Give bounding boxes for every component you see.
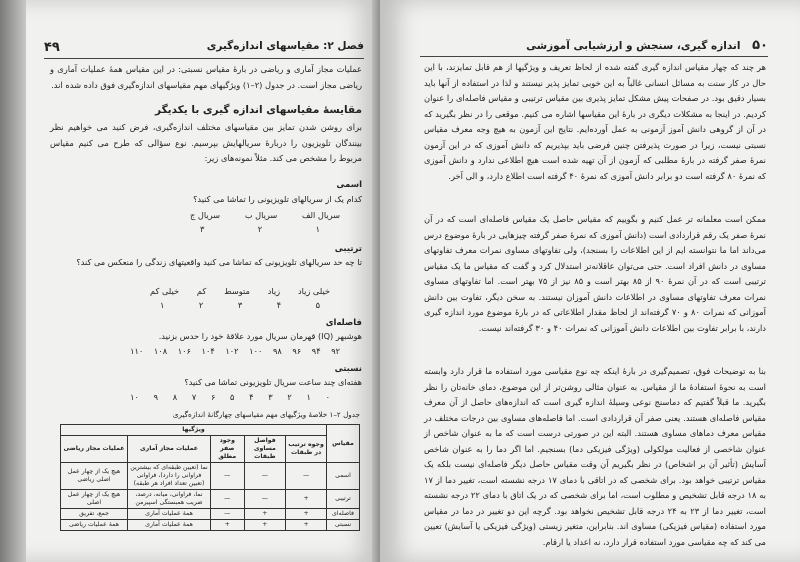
- code-value: ۹۶: [292, 346, 302, 356]
- example-question: کدام یک از سریالهای تلویزیونی را تماشا می کنید؟: [193, 194, 362, 204]
- code-value: ۲: [287, 392, 292, 402]
- option-row: [190, 210, 340, 220]
- example-label: فاصله‌ای: [325, 318, 362, 328]
- intro-paragraph: عملیات مجاز آماری و ریاضی در بارهٔ مقیاس نسبتی: در این مقیاس همهٔ عملیات آماری و ریاضی مجاز است. در جدول (۲–۱) ویژگیهای مهم مقیاسهای اندازه‌گیری فوق داده شده اند.: [50, 64, 362, 90]
- code-row: [160, 300, 320, 310]
- option-label: سریال ب: [244, 210, 278, 220]
- table-cell: +: [286, 520, 327, 531]
- table-header-cell: وجود صفر مطلق: [211, 436, 245, 463]
- body-paragraph: بنا به توضیحات فوق، تصمیم‌گیری در بارهٔ اینکه چه نوع مقیاسی مورد استفاده ما قرار دارد وابسته است به نحوهٔ استفادهٔ ما از مقیاس. به عنوان مثالی روشن‌تر از این موضوع، دمای خانه‌تان را نظر بگیرید. ما قبلاً گفتیم که دماسنج نوعی وسیلهٔ اندازه گیری است که اندازه‌های حاصل از آن معرف مقیاس فاصله‌ای هستند. یعنی صفر آن قراردادی است. اما فاصله‌های مساوی بین درجات مختلف در مقیاس معرف دماهای مساوی هستند. البته این در صورتی درست است که ما به عنوان شاخص از عنوان شاخصی از فعالیت مولکولی (ویژگی فیزیکی دما) بسنجیم. اما اگر دما را به عنوان شاخص آسایش (تأثیر آن بر اشخاص) در نظر بگیریم آن وقت مقیاس حاصل دیگر فاصله‌ای نیست بلکه یک مقیاس ترتیبی خواهد بود. برای شخصی که در اتاقی با دمای ۱۷ درجه نشسته است، تغییر دما از ۱۷ به ۱۸ درجه قابل تشخیص و مطلوب است، اما برای شخصی که در یک اتاق با دمای ۲۲ درجه نشسته است، تغییر دما از ۲۳ به ۲۴ درجه قابل تشخیص نخواهد بود. گرچه این دو تغییر در دما در مقیاس مورد استفاده (مقیاس فیزیکی) مساوی اند. بنابراین، متغیر زیستی (ویژگی فیزیکی یا آسایش) تعیین می کند که چه مقیاسی مورد استفاده قرار دارد، نه اعداد یا ارقام.: [424, 366, 766, 547]
- table-cell: هیچ یک از چهار عمل اصلی: [61, 490, 128, 509]
- page-edge: [0, 0, 26, 562]
- table-cell: +: [286, 490, 327, 509]
- table-row: [61, 520, 360, 531]
- table-cell: —: [286, 463, 327, 490]
- table-cell: +: [211, 520, 245, 531]
- code-value: ۲: [257, 224, 263, 234]
- right-page-header: [420, 38, 768, 53]
- table-cell: —: [244, 463, 286, 490]
- table-cell: +: [244, 520, 286, 531]
- right-page: [380, 0, 800, 562]
- code-row: [130, 346, 340, 356]
- table-row: [61, 463, 360, 490]
- example-question: هوشبهر (IQ) قهرمان سریال مورد علاقهٔ خود را حدس بزنید.: [158, 331, 362, 341]
- code-value: ۹: [153, 392, 159, 402]
- code-value: ۱۰۲: [225, 346, 239, 356]
- table-cell: —: [211, 490, 245, 509]
- table-cell: همهٔ عملیات آماری: [128, 509, 211, 520]
- table-row: [61, 509, 360, 520]
- code-value: ۱۱۰: [130, 346, 144, 356]
- table-cell: ترتیبی: [327, 490, 360, 509]
- table-cell: —: [211, 463, 245, 490]
- table-cell: —: [244, 490, 286, 509]
- code-value: ۱۰۸: [153, 346, 168, 356]
- code-value: ۰: [325, 392, 330, 402]
- table-cell: نسبتی: [327, 520, 360, 531]
- code-value: ۹۲: [331, 346, 340, 356]
- table-cell: نما، فراوانی، میانه، درصد، ضریب همبستگی اسپیرمن: [128, 490, 211, 509]
- table-cell: هیچ یک از چهار عمل اصلی ریاضی: [61, 463, 128, 490]
- option-row: [150, 286, 330, 296]
- code-value: ۱۰: [130, 392, 139, 402]
- table-cell: اسمی: [327, 463, 360, 490]
- table-header-cell: عملیات مجاز ریاضی: [61, 436, 128, 463]
- code-value: ۱: [160, 300, 165, 310]
- example-label: ترتیبی: [334, 244, 362, 254]
- body-paragraph: هر چند که چهار مقیاس اندازه گیری گفته شده از لحاظ تعریف و ویژگیها از هم قابل تمایزند، با این حال در کار سنت به مسائل انسانی غالباً به این خوبی تمایز پذیر نیستند و لذا در استفاده از آنها باید بسیار دقیق بود. در صفحات پیش مشکل تمایز پذیری بین مقیاس ترتیبی و مقیاس فاصله‌ای را عنوان کردیم. در اینجا به مشکلات دیگری در بارهٔ این مقیاسها اشاره می کنیم. موقعی را در نظر بگیرید که در آن از گروهی دانش آموز آزمونی به عمل آورده‌ایم. نتایج این آزمون به هیچ وجه معرف مقیاس نسبتی نیست، زیرا در صورت پذیرفتن چنین فرضی باید بپذیریم که دانش آموزی که در این آزمون نمرهٔ صفر گرفته در بارهٔ مطلبی که آزمون از آن تهیه شده است هیچ اطلاعی ندارد و دانش آموزی که نمرهٔ ۸۰ گرفته است دو برابر دانش آموزی که نمرهٔ ۴۰ گرفته است اطلاع دارد، و الی آخر.: [424, 62, 766, 181]
- option-label: سریال الف: [302, 210, 340, 220]
- example-question: هفته‌ای چند ساعت سریال تلویزیونی تماشا می کنید؟: [184, 377, 362, 387]
- table-cell: —: [211, 509, 245, 520]
- code-row: [130, 392, 330, 402]
- code-value: ۳: [237, 300, 243, 310]
- code-value: ۲: [198, 300, 204, 310]
- code-value: ۴: [249, 392, 254, 402]
- code-value: ۱: [306, 392, 311, 402]
- comparison-paragraph: برای روشن شدن تمایز بین مقیاسهای مختلف اندازه‌گیری، فرض کنید می خواهیم نظر بینندگان تلویزیون را دربارهٔ سریالهایش بپرسیم. نوع سؤالی که طرح می کنیم مقیاس مربوط را مشخص می کند. مثلاً نمونه‌های زیر:: [50, 122, 362, 163]
- table-cell: +: [286, 509, 327, 520]
- code-value: ۱۰۴: [201, 346, 215, 356]
- left-page-header: [44, 40, 364, 55]
- option-label: خیلی کم: [150, 286, 180, 296]
- option-label: سریال ج: [190, 210, 220, 220]
- example-question: تا چه حد سریالهای تلویزیونی که تماشا می کنید واقعیتهای زندگی را منعکس می کند؟: [76, 257, 362, 267]
- page-number: ۵۰: [752, 38, 768, 53]
- table-caption: جدول ۲–۱ خلاصهٔ ویژگیهای مهم مقیاسهای چهارگانهٔ اندازه‌گیری: [172, 410, 360, 419]
- table-header-cell: عملیات مجاز آماری: [128, 436, 211, 463]
- code-value: ۴: [276, 300, 282, 310]
- code-value: ۹۴: [311, 346, 321, 356]
- option-label: کم: [196, 286, 207, 296]
- scales-table: [60, 424, 360, 531]
- table-cell: نما (تعیین طبقه‌ای که بیشترین فراوانی را دارد)، فراوانی (تعیین تعداد افراد هر طبقه): [128, 463, 211, 490]
- table-header-cell: مقیاس: [327, 425, 360, 463]
- code-value: ۳: [268, 392, 273, 402]
- code-value: ۹۸: [272, 346, 282, 356]
- table-cell: فاصله‌ای: [327, 509, 360, 520]
- chapter-title: فصل ۲: مقیاسهای اندازه‌گیری: [206, 40, 364, 52]
- code-row: [200, 224, 320, 234]
- header-rule: [420, 56, 768, 57]
- code-value: ۶: [210, 392, 216, 402]
- code-value: ۵: [230, 392, 235, 402]
- body-paragraph: ممکن است معلمانه تر عمل کنیم و بگوییم که مقیاس حاصل یک مقیاس فاصله‌ای است که در آن نمرهٔ صفر یک رقم قراردادی است (دانش آموزی که نمرهٔ صفر گرفته چیزهایی در بارهٔ موضوع درس می‌داند اما ما نتوانسته ایم از این اطلاعات را بسنجد)، ولی تفاوتهای مساوی نمرات معرف تفاوتهای مساوی در دانش افراد است. حتی می‌توان عاقلانه‌تر استدلال کرد و گفت که مقیاس ما یک مقیاس ترتیبی است که در آن نمرهٔ ۹۰ از ۸۵ بهتر است و ۸۵ نیز از ۷۵ بهتر است. اما تفاوتهای مساوی نمرات معرف تفاوتهای مساوی در اطلاعات دانش آموزان نیستند. به سخن دیگر، تفاوت بین دانش آموزانی که نمرات ۸۰ و ۷۰ گرفته‌اند از لحاظ مقدار اطلاعاتی که در بارهٔ موضوع مورد اندازه گیری دارند، با برابر تفاوت بین اطلاعات دانش آموزانی که نمرات ۴۰ و ۳۰ گرفته‌اند نیست.: [424, 214, 766, 333]
- table-row: [61, 490, 360, 509]
- code-value: ۳: [200, 224, 205, 234]
- table-cell: همهٔ عملیات ریاضی: [61, 520, 128, 531]
- example-label: اسمی: [336, 180, 362, 190]
- table-group-header: ویژگیها: [61, 425, 327, 436]
- code-value: ۱۰۰: [249, 346, 263, 356]
- header-rule: [44, 58, 364, 59]
- example-label: نسبتی: [334, 364, 362, 374]
- code-value: ۱۰۶: [177, 346, 191, 356]
- left-page: [0, 0, 380, 562]
- section-heading: مقایسهٔ مقیاسهای اندازه گیری با یکدیگر: [155, 104, 362, 116]
- code-value: ۷: [191, 392, 197, 402]
- book-title: اندازه گیری، سنجش و ارزشیابی آموزشی: [526, 40, 741, 52]
- option-label: زیاد: [267, 286, 281, 296]
- option-label: متوسط: [224, 286, 250, 296]
- option-label: خیلی زیاد: [297, 286, 330, 296]
- code-value: ۵: [315, 300, 320, 310]
- table-header-cell: وجوه ترتیب در طبقات: [286, 436, 327, 463]
- table-cell: جمع، تفریق: [61, 509, 128, 520]
- table-cell: +: [244, 509, 286, 520]
- table-cell: همهٔ عملیات آماری: [128, 520, 211, 531]
- page-number: ۴۹: [44, 40, 60, 55]
- code-value: ۸: [172, 392, 178, 402]
- code-value: ۱: [315, 224, 320, 234]
- table-header-cell: فواصل مساوی طبقات: [244, 436, 286, 463]
